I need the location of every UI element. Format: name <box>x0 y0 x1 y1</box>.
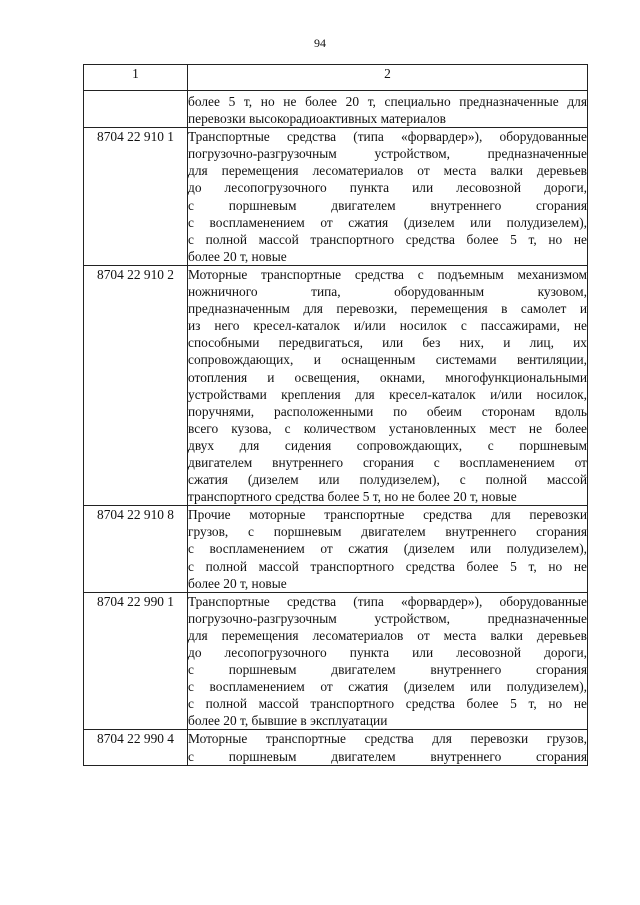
commodity-description <box>188 265 588 505</box>
commodity-code <box>84 91 188 128</box>
description-line: сопровождающих, и оснащенным системами вентиляции, <box>188 352 587 368</box>
description-line: погрузочно-разгрузочным устройством, предназначенные <box>188 146 587 162</box>
description-line: двух для сидения сопровождающих, с поршневым <box>188 437 587 453</box>
description-line: перевозки высокорадиоактивных материалов <box>188 111 446 127</box>
table-row <box>84 265 588 505</box>
description-line: Прочие моторные транспортные средства для перевозки <box>188 507 587 523</box>
description-line: более 20 т, бывшие в эксплуатации <box>188 713 388 729</box>
description-line: до лесопогрузочного пункта или лесовозной дороги, <box>188 180 587 196</box>
table-row <box>84 91 588 128</box>
table-row <box>84 592 588 730</box>
commodity-description <box>188 128 588 266</box>
description-line: устройствами крепления для кресел-каталок и/или носилок, <box>188 386 587 402</box>
commodity-code: 8704 22 910 2 <box>84 265 188 505</box>
description-line: для перемещения лесоматериалов от места валки деревьев <box>188 627 587 643</box>
description-line: более 5 т, но не более 20 т, специально предназначенные для <box>188 94 587 109</box>
description-line: Транспортные средства (типа «форвардер»), оборудованные <box>188 593 587 609</box>
description-line: с поршневым двигателем внутреннего сгорания <box>188 748 587 764</box>
table-row <box>84 128 588 266</box>
description-line: с поршневым двигателем внутреннего сгорания <box>188 197 587 213</box>
table-header-row <box>84 65 588 91</box>
commodity-code: 8704 22 910 8 <box>84 506 188 592</box>
description-line: всего кузова, с количеством установленных мест не более <box>188 420 587 436</box>
description-line: предназначенным для перевозки, перемещения в самолет и <box>188 301 587 317</box>
description-line: погрузочно-разгрузочным устройством, предназначенные <box>188 610 587 626</box>
description-line: ножничного типа, оборудованным кузовом, <box>188 284 587 300</box>
description-line: с воспламенением от сжатия (дизелем или полудизелем), <box>188 679 587 695</box>
description-line: грузов, с поршневым двигателем внутреннего сгорания <box>188 524 587 540</box>
description-line: сжатия (дизелем или полудизелем), с полной массой <box>188 472 587 488</box>
description-line: с воспламенением от сжатия (дизелем или полудизелем), <box>188 214 587 230</box>
description-line: способными передвигаться, или без них, и лиц, их <box>188 335 587 351</box>
description-line: транспортного средства более 5 т, но не более 20 т, новые <box>188 489 517 505</box>
commodity-code: 8704 22 910 1 <box>84 128 188 266</box>
commodity-code: 8704 22 990 1 <box>84 592 188 730</box>
description-line: поручнями, расположенными по обеим сторонам вдоль <box>188 403 587 419</box>
description-line: более 20 т, новые <box>188 575 287 591</box>
commodity-description <box>188 506 588 592</box>
tariff-table <box>83 64 588 766</box>
description-line: с полной массой транспортного средства более 5 т, но не <box>188 231 587 247</box>
description-line: более 20 т, новые <box>188 248 287 264</box>
description-line: с воспламенением от сжатия (дизелем или полудизелем), <box>188 541 587 557</box>
description-line: с поршневым двигателем внутреннего сгорания <box>188 662 587 678</box>
description-line: Транспортные средства (типа «форвардер»), оборудованные <box>188 129 587 145</box>
description-line: до лесопогрузочного пункта или лесовозной дороги, <box>188 645 587 660</box>
table-row <box>84 730 588 765</box>
description-line: для перемещения лесоматериалов от места валки деревьев <box>188 163 587 179</box>
description-line: двигателем внутреннего сгорания с воспламенением от <box>188 454 587 470</box>
description-line: с полной массой транспортного средства более 5 т, но не <box>188 558 587 574</box>
description-line: отопления и освещения, окнами, многофункциональными <box>188 369 587 385</box>
page-number: 94 <box>314 36 326 50</box>
description-line: Моторные транспортные средства для перевозки грузов, <box>188 731 587 747</box>
commodity-description <box>188 730 588 765</box>
commodity-description <box>188 91 588 128</box>
description-line: с полной массой транспортного средства более 5 т, но не <box>188 696 587 712</box>
commodity-code: 8704 22 990 4 <box>84 730 188 765</box>
commodity-description <box>188 592 588 730</box>
table-row <box>84 506 588 592</box>
description-line: Моторные транспортные средства с подъемным механизмом <box>188 266 587 282</box>
description-line: из него кресел-каталок и/или носилок с пассажирами, не <box>188 318 587 334</box>
column-header-1: 1 <box>84 65 188 91</box>
column-header-2: 2 <box>188 65 588 91</box>
